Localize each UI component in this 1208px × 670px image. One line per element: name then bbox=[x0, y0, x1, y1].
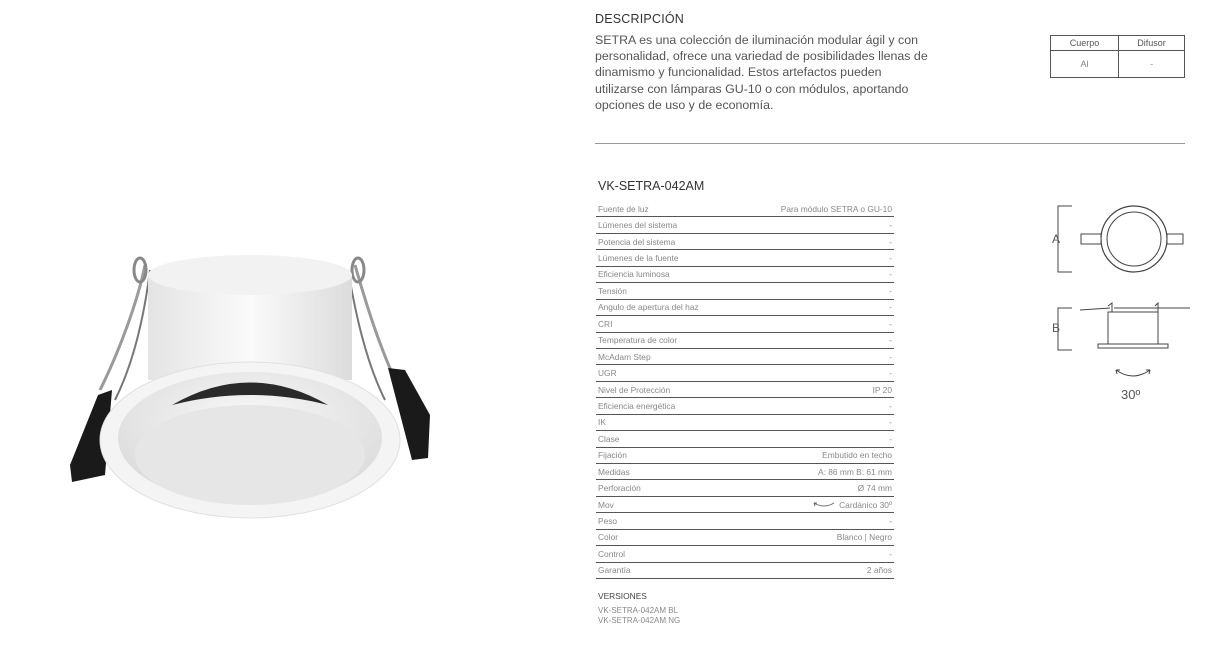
spec-row bbox=[596, 530, 894, 546]
spec-label: Eficiencia luminosa bbox=[598, 269, 670, 280]
spec-value: - bbox=[889, 516, 892, 527]
spec-row bbox=[596, 464, 894, 480]
description-line: personalidad, ofrece una variedad de posibilidades llenas de bbox=[595, 49, 928, 64]
spec-value: IP 20 bbox=[872, 384, 892, 395]
spec-row bbox=[596, 283, 894, 299]
top-view-drawing bbox=[1050, 202, 1190, 277]
spec-row bbox=[596, 333, 894, 349]
spec-label: Nivel de Protección bbox=[598, 384, 671, 395]
spec-value: - bbox=[889, 318, 892, 329]
model-code: VK-SETRA-042AM bbox=[598, 179, 705, 193]
spec-label: Perforación bbox=[598, 483, 641, 494]
versions-list bbox=[598, 606, 680, 626]
material-table bbox=[1050, 35, 1185, 78]
spec-value-with-icon bbox=[812, 500, 892, 510]
spec-value: - bbox=[889, 220, 892, 231]
spec-label: Tensión bbox=[598, 285, 627, 296]
tilt-arrow-icon bbox=[812, 501, 836, 509]
tilt-arrow-icon bbox=[1112, 366, 1154, 380]
spec-value: - bbox=[889, 368, 892, 379]
spec-label: CRI bbox=[598, 318, 613, 329]
material-header-diffuser: Difusor bbox=[1119, 36, 1185, 51]
spec-label: Fijación bbox=[598, 450, 627, 461]
spec-row bbox=[596, 448, 894, 464]
spec-value: A: 86 mm B: 61 mm bbox=[818, 466, 892, 477]
spec-row bbox=[596, 513, 894, 529]
spec-row bbox=[596, 398, 894, 414]
spec-value: Blanco | Negro bbox=[836, 532, 892, 543]
spec-row bbox=[596, 382, 894, 398]
spec-row bbox=[596, 497, 894, 513]
description-line: dinamismo y funcionalidad. Estos artefactos pueden bbox=[595, 65, 882, 80]
spec-row bbox=[596, 431, 894, 447]
spec-row bbox=[596, 316, 894, 332]
spec-label: Color bbox=[598, 532, 619, 543]
spec-label: Medidas bbox=[598, 466, 630, 477]
material-value-diffuser: - bbox=[1119, 51, 1185, 78]
spec-row bbox=[596, 563, 894, 579]
spec-label: Peso bbox=[598, 516, 618, 527]
spec-label: IK bbox=[598, 417, 606, 428]
spec-value: - bbox=[889, 236, 892, 247]
version-item: VK-SETRA-042AM BL bbox=[598, 606, 679, 615]
spec-row bbox=[596, 415, 894, 431]
section-divider bbox=[595, 143, 1185, 144]
description-line: utilizarse con lámparas GU-10 o con módulos, aportando bbox=[595, 81, 909, 96]
spec-label: Angulo de apertura del haz bbox=[598, 302, 699, 313]
spec-label: Garantía bbox=[598, 565, 631, 576]
spec-label: UGR bbox=[598, 368, 617, 379]
spec-row bbox=[596, 349, 894, 365]
spec-value: Embutido en techo bbox=[822, 450, 892, 461]
spec-value: Para módulo SETRA o GU-10 bbox=[780, 203, 892, 214]
spec-label: Clase bbox=[598, 433, 620, 444]
spec-label: Control bbox=[598, 548, 625, 559]
spec-label: Fuente de luz bbox=[598, 203, 649, 214]
spec-row bbox=[596, 217, 894, 233]
spec-value: - bbox=[889, 400, 892, 411]
spec-label: Potencia del sistema bbox=[598, 236, 676, 247]
spec-table bbox=[596, 201, 894, 579]
dimension-label-b: B bbox=[1052, 321, 1061, 335]
dimension-label-a: A bbox=[1052, 232, 1061, 246]
spec-value: 2 años bbox=[866, 565, 892, 576]
spec-row bbox=[596, 250, 894, 266]
description-line: SETRA es una colección de iluminación modular ágil y con bbox=[595, 33, 919, 47]
spec-value: - bbox=[889, 548, 892, 559]
product-photo bbox=[60, 240, 440, 540]
spec-value: - bbox=[889, 302, 892, 313]
versions-heading: VERSIONES bbox=[598, 591, 647, 601]
spec-value: - bbox=[889, 335, 892, 346]
spec-value: Ø 74 mm bbox=[857, 483, 892, 494]
spec-label: Lúmenes de la fuente bbox=[598, 253, 679, 264]
spec-label: Temperatura de color bbox=[598, 335, 678, 346]
spec-row bbox=[596, 300, 894, 316]
side-view-drawing bbox=[1050, 298, 1190, 358]
material-header-body: Cuerpo bbox=[1051, 36, 1119, 51]
description-heading: DESCRIPCIÓN bbox=[595, 12, 685, 26]
spec-label: Eficiencia energética bbox=[598, 400, 676, 411]
material-value-body: Al bbox=[1051, 51, 1119, 78]
spec-row bbox=[596, 201, 894, 217]
spec-value: - bbox=[889, 417, 892, 428]
spec-row bbox=[596, 546, 894, 562]
version-item: VK-SETRA-042AM NG bbox=[598, 616, 681, 625]
spec-value: - bbox=[889, 433, 892, 444]
spec-label: McAdam Step bbox=[598, 351, 651, 362]
tilt-angle-label: 30º bbox=[1121, 387, 1141, 402]
spec-value: - bbox=[889, 253, 892, 264]
spec-value: - bbox=[889, 351, 892, 362]
spec-label: Mov bbox=[598, 499, 614, 510]
description-line: opciones de uso y de economía. bbox=[595, 97, 774, 112]
description-body bbox=[595, 32, 955, 113]
spec-label: Lúmenes del sistema bbox=[598, 220, 678, 231]
spec-value: - bbox=[889, 285, 892, 296]
spec-row bbox=[596, 480, 894, 496]
spec-value: Cardánico 30º bbox=[839, 499, 892, 510]
spec-row bbox=[596, 365, 894, 381]
spec-value: - bbox=[889, 269, 892, 280]
spec-row bbox=[596, 234, 894, 250]
spec-row bbox=[596, 267, 894, 283]
